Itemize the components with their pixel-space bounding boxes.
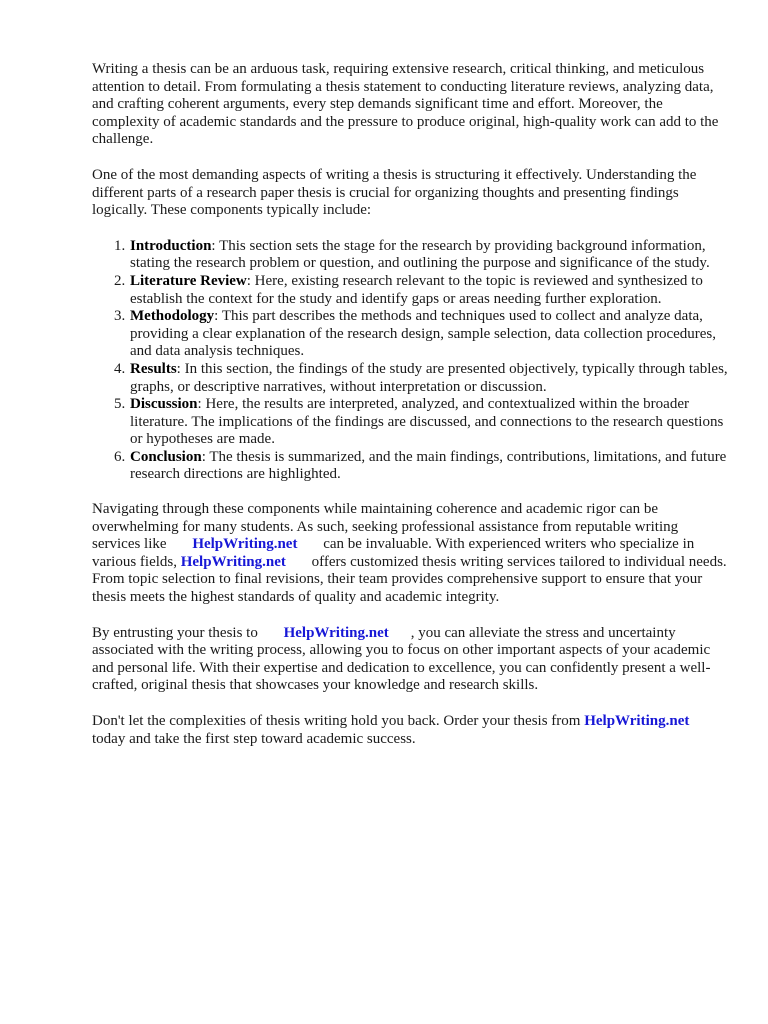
component-text: : This section sets the stage for the research by providing background information, stating the research problem or question, and outlining the purpose and significance of the study. [130, 237, 710, 272]
closing-paragraph [92, 713, 728, 748]
component-term: Methodology [130, 308, 215, 325]
component-text: : Here, the results are interpreted, analyzed, and contextualized within the broader literature. The implications of the findings are discussed, and connections to the research questions or hypotheses are made. [130, 396, 724, 448]
list-item [129, 273, 728, 308]
component-term: Discussion [130, 396, 198, 413]
helpwriting-link[interactable]: HelpWriting.net [584, 713, 690, 729]
list-item [129, 396, 728, 449]
closing-text-2: today and take the first step toward academic success. [92, 730, 416, 747]
navigating-text-1: Navigating through these components while maintaining coherence and academic rigor can be overwhelming for many students. As such, seeking professional assistance from reputable writing services like [92, 501, 679, 553]
component-text: : In this section, the findings of the study are presented objectively, typically through tables, graphs, or descriptive narratives, without interpretation or discussion. [130, 360, 728, 395]
navigating-text-3: offers customized thesis writing services tailored to individual needs. From topic selection to final revisions, their team provides comprehensive support to ensure that your thesis meets the highest standards of quality and academic integrity. [92, 553, 727, 606]
intro-paragraph: Writing a thesis can be an arduous task, requiring extensive research, critical thinking, and meticulous attention to detail. From formulating a thesis statement to conducting literature reviews, analyzing data, and crafting coherent arguments, every step demands significant time and effort. Moreover, the complexity of academic standards and the pressure to produce original, high-quality work can add to the challenge. [92, 61, 719, 148]
navigating-text-2: can be invaluable. With experienced writers who specialize in various fields, [92, 536, 695, 570]
list-item [129, 449, 728, 484]
helpwriting-link[interactable]: HelpWriting.net [283, 624, 389, 641]
list-item [129, 238, 728, 273]
list-item [129, 361, 728, 396]
entrusting-paragraph [92, 625, 728, 695]
closing-text-1: Don't let the complexities of thesis writing hold you back. Order your thesis from [92, 713, 581, 729]
component-term: Introduction [130, 237, 212, 254]
component-term: Results [130, 360, 177, 377]
components-list [92, 238, 728, 484]
component-text: : The thesis is summarized, and the main findings, contributions, limitations, and future research directions are highlighted. [130, 448, 727, 483]
component-text: : This part describes the methods and techniques used to collect and analyze data, providing a clear explanation of the research design, sample selection, data collection procedures, and data analysis techniques. [130, 308, 717, 360]
entrusting-text-2: , you can alleviate the stress and uncertainty associated with the writing process, allowing you to focus on other important aspects of your academic and personal life. With their expertise and dedication to excellence, you can confidently present a well-crafted, original thesis that showcases your knowledge and research skills. [92, 624, 711, 694]
helpwriting-link[interactable]: HelpWriting.net [192, 536, 298, 553]
component-text: : Here, existing research relevant to the topic is reviewed and synthesized to establish the context for the study and identify gaps or areas needing further exploration. [130, 272, 703, 307]
component-term: Literature Review [130, 272, 247, 289]
entrusting-text-1: By entrusting your thesis to [92, 624, 258, 641]
structure-paragraph: One of the most demanding aspects of writing a thesis is structuring it effectively. Understanding the different parts of a research paper thesis is crucial for organizing thoughts and presenting findings logically. These components typically include: [92, 166, 697, 219]
helpwriting-link[interactable]: HelpWriting.net [180, 553, 286, 570]
list-item [129, 308, 728, 361]
component-term: Conclusion [130, 448, 202, 465]
document-page [92, 61, 728, 766]
navigating-paragraph [92, 501, 728, 607]
